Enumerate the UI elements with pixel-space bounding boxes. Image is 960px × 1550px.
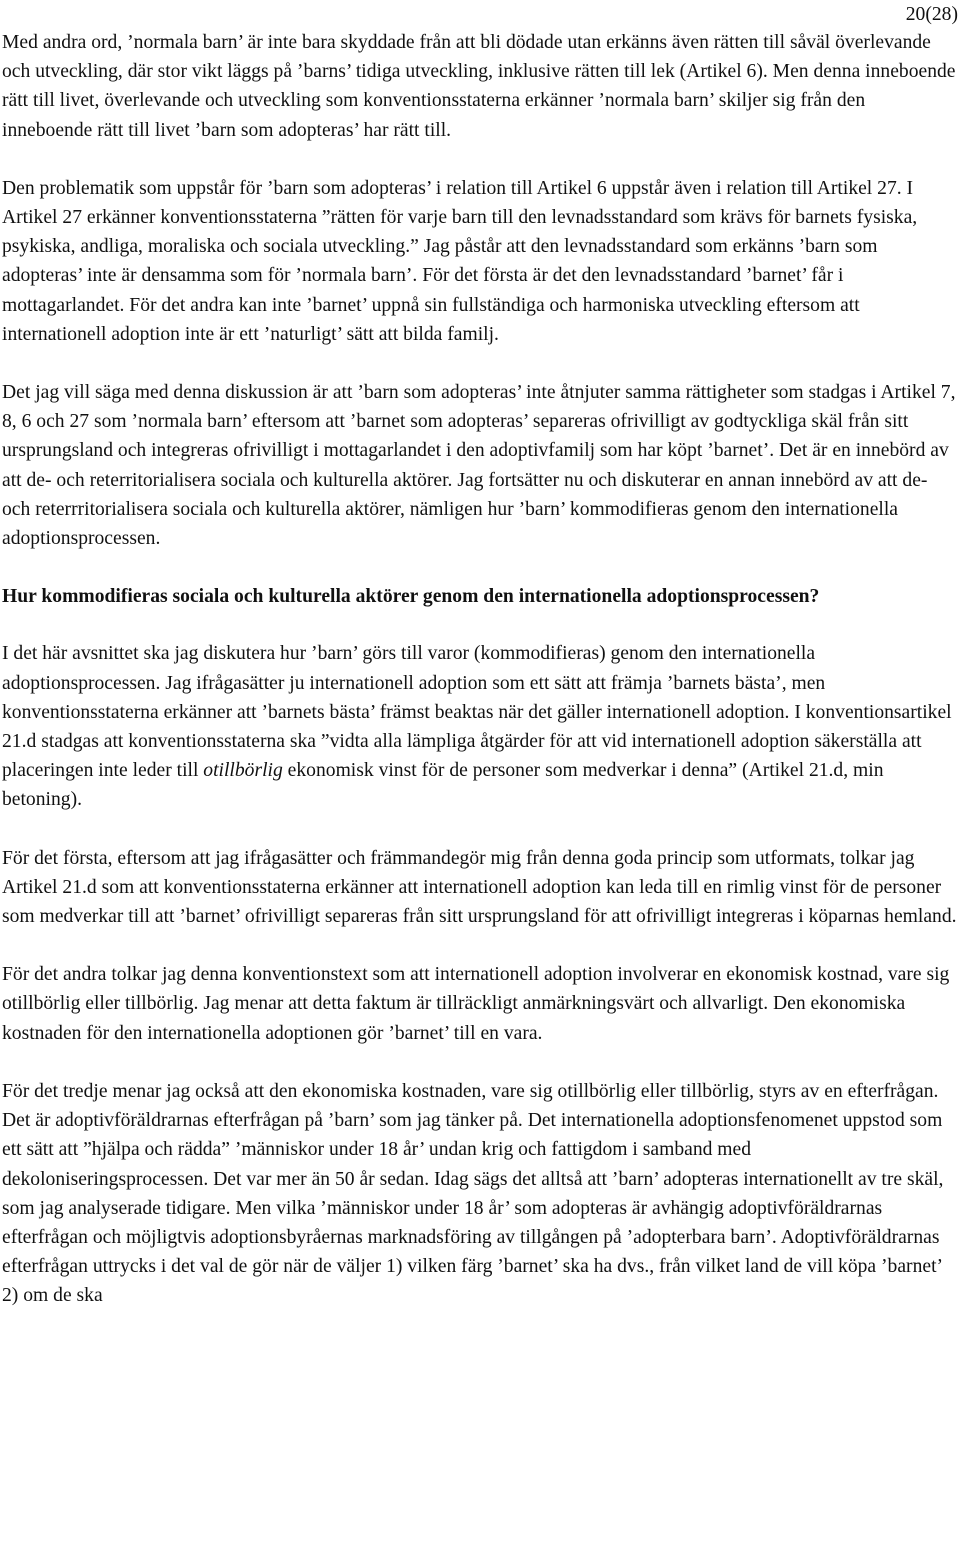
paragraph: Den problematik som uppstår för ’barn som adopteras’ i relation till Artikel 6 uppstår även i relation till Artikel 27. I Artikel 27 erkänner konventionsstaterna ”rätten för varje barn till den levnadsstandard som krävs för barnets fysiska, psykiska, andliga, moraliska och sociala utveckling.” Jag påstår att den levnadsstandard som erkänns ’barn som adopteras’ inte är densamma som för ’normala barn’. För det första är det den levnadsstandard ’barnet’ får i mottagarlandet. För det andra kan inte ’barnet’ uppnå sin fullständiga och harmoniska utveckling eftersom att internationell adoption inte är ett ’naturligt’ sätt att bilda familj.: [2, 177, 918, 345]
document-body: [2, 28, 958, 1340]
paragraph: Det jag vill säga med denna diskussion är att ’barn som adopteras’ inte åtnjuter samma rättigheter som stadgas i Artikel 7, 8, 6 och 27 som ’normala barn’ eftersom att ’barnet som adopteras’ separeras ofrivilligt av godtyckliga skäl från sitt ursprungsland och integreras ofrivilligt i mottagarlandet i den adoptivfamilj som har köpt ’barnet’. Det är en innebörd av att de- och reterritorialisera sociala och kulturella aktörer. Jag fortsätter nu och diskuterar en annan innebörd av att de- och reterrritorialisera sociala och kulturella aktörer, nämligen hur ’barn’ kommodifieras genom den internationella adoptionsprocessen.: [2, 382, 956, 550]
section-heading: Hur kommodifieras sociala och kulturella aktörer genom den internationella adoptionsprocessen?: [2, 586, 820, 608]
paragraph: För det tredje menar jag också att den ekonomiska kostnaden, vare sig otillbörlig eller tillbörlig, styrs av en efterfrågan. Det är adoptivföräldrarnas efterfrågan på ’barn’ som jag tänker på. Det internationella adoptionsfenomenet uppstod som ett sätt att ”hjälpa och rädda” ’människor under 18 år’ undan krig och fattigdom i samband med dekoloniseringsprocessen. Det var mer än 50 år sedan. Idag sägs det alltså att ’barn’ adopteras internationellt av tre skäl, som jag analyserade tidigare. Men vilka ’människor under 18 år’ som adopteras är avhängig adoptivföräldrarnas efterfrågan och möjligtvis adoptionsbyråernas marknadsföring av tillgången på ’adopterbara barn’. Adoptivföräldrarnas efterfrågan uttrycks i det val de gör när de väljer 1) vilken färg ’barnet’ ska ha dvs., från vilket land de vill köpa ’barnet’ 2) om de ska: [2, 1080, 944, 1307]
paragraph: [2, 639, 958, 814]
emphasized-word: otillbörlig: [203, 760, 283, 782]
paragraph: För det första, eftersom att jag ifrågasätter och främmandegör mig från denna goda princip som utformats, tolkar jag Artikel 21.d som att konventionsstaterna erkänner att internationell adoption kan leda till en rimlig vinst för de personer som medverkar till att ’barnet’ ofrivilligt separeras från sitt ursprungsland för att ofrivilligt integreras i köparnas hemland.: [2, 847, 957, 928]
paragraph-text: I det här avsnittet ska jag diskutera hur ’barn’ görs till varor (kommodifieras) genom den internationella adoptionsprocessen. Jag ifrågasätter ju internationell adoption som ett sätt att främja ’barnets bästa’, men konventionsstaterna erkänner att ’barnets bästa’ främst beaktas när det gäller internationell adoption. I konventionsartikel 21.d stadgas att konventionsstaterna ska ”vidta alla lämpliga åtgärder för att vid internationell adoption säkerställa att placeringen inte leder till: [2, 643, 952, 782]
paragraph: För det andra tolkar jag denna konventionstext som att internationell adoption involverar en ekonomisk kostnad, vare sig otillbörlig eller tillbörlig. Jag menar att detta faktum är tillräckligt anmärkningsvärt och allvarligt. Den ekonomiska kostnaden för den internationella adoptionen gör ’barnet’ till en vara.: [2, 964, 950, 1044]
paragraph-text: ekonomisk vinst för de personer som medverkar i denna” (Artikel 21.d, min betoning).: [2, 760, 884, 811]
paragraph: Med andra ord, ’normala barn’ är inte bara skyddade från att bli dödade utan erkänns även rätten till såväl överlevande och utveckling, där stor vikt läggs på ’barns’ tidiga utveckling, inklusive rätten till lek (Artikel 6). Men denna inneboende rätt till livet, överlevande och utveckling som konventionsstaterna erkänner ’normala barn’ skiljer sig från den inneboende rätt till livet ’barn som adopteras’ har rätt till.: [2, 32, 956, 141]
page-number: 20(28): [905, 4, 958, 25]
